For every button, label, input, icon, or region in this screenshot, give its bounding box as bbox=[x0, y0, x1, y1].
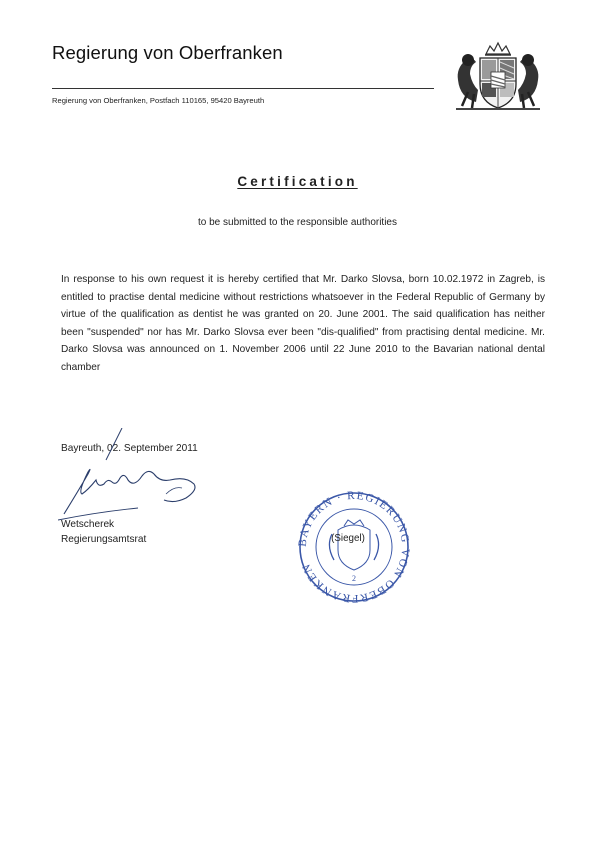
coat-of-arms-icon bbox=[446, 40, 550, 112]
seal-number: 2 bbox=[352, 574, 356, 583]
certification-body: In response to his own request it is hereby certified that Mr. Darko Slovsa, born 10.02.1972 in Zagreb, is entitled to practise dental medicine without restrictions whatsoever in the Federal Republic of Germany by virtue of the qualification as dentist he was granted on 20. June 2001. The said qualification has neither been "suspended" nor has Mr. Darko Slovsa ever been "dis-qualified" from practising dental medicine. Mr. Darko Slovsa was announced on 1. November 2006 until 22 June 2010 to the Bavarian national dental chamber bbox=[61, 274, 545, 373]
agency-title: Regierung von Oberfranken bbox=[52, 42, 283, 63]
seal-label: (Siegel) bbox=[331, 533, 365, 544]
signer-name: Wetscherek bbox=[61, 519, 115, 530]
official-seal bbox=[286, 490, 422, 604]
handwritten-signature bbox=[58, 428, 208, 528]
document-subtitle: to be submitted to the responsible authorities bbox=[197, 217, 397, 228]
signer-title: Regierungsamtsrat bbox=[61, 534, 147, 545]
svg-text:BAYERN · REGIERUNG VON OBERFRA bbox=[297, 490, 411, 604]
place-and-date: Bayreuth, 02. September 2011 bbox=[61, 443, 198, 454]
return-address: Regierung von Oberfranken, Postfach 110165, 95420 Bayreuth bbox=[52, 96, 265, 105]
document-title bbox=[0, 173, 595, 191]
seal-ring-text: BAYERN · REGIERUNG VON OBERFRANKEN bbox=[296, 490, 412, 604]
document-title-text: Certification bbox=[237, 174, 358, 189]
header-divider bbox=[52, 88, 434, 89]
